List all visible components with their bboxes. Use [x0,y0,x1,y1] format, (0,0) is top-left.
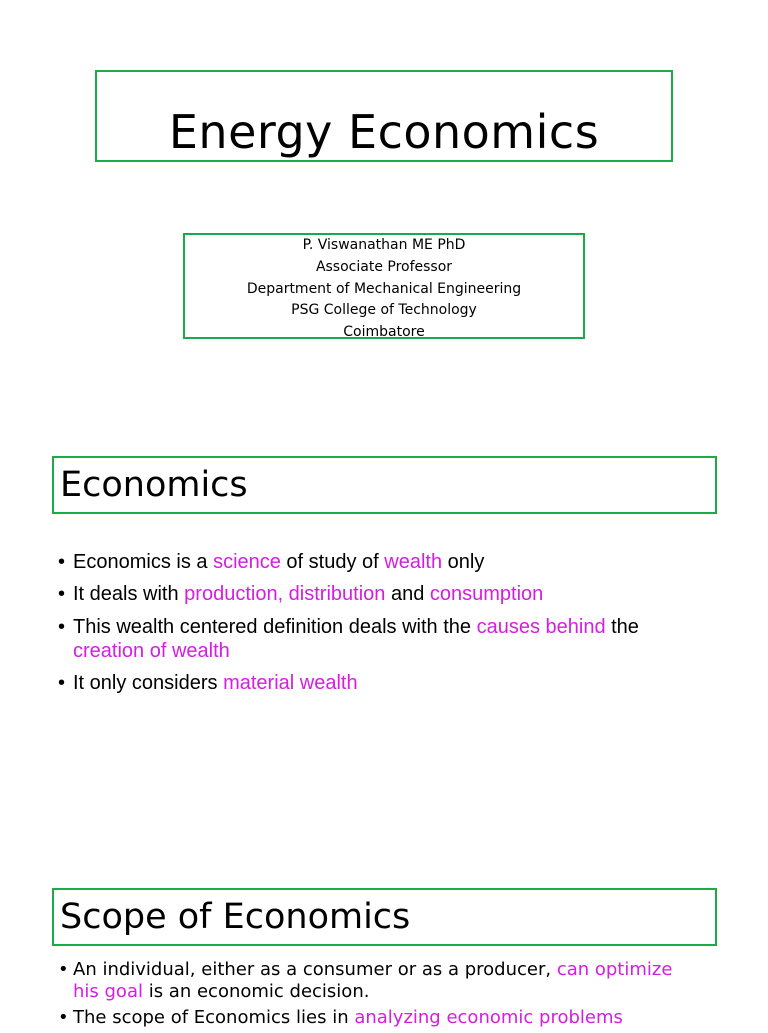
scope-heading: Scope of Economics [60,897,411,937]
highlighted-term: production, distribution [184,583,386,606]
author-institution: PSG College of Technology [291,302,477,319]
list-item [58,1007,698,1029]
highlighted-term: science [213,551,281,573]
bullet-text: of study of [280,551,385,573]
bullet-text: is an economic decision. [142,981,370,1002]
list-item [58,615,698,664]
bullet-text: It deals with [73,583,185,606]
bullet-text: the [605,615,639,638]
bullet-text: An individual, either as a consumer or as a producer, [73,959,557,980]
author-department: Department of Mechanical Engineering [246,280,522,297]
highlighted-term: causes behind [476,615,606,638]
scope-bullet-list [58,959,698,1033]
scope-heading-box [52,888,717,946]
highlighted-term: consumption [429,583,544,606]
bullet-text: It only considers [73,672,224,695]
list-item [58,582,698,607]
bullet-icon: • [58,615,66,638]
economics-heading-box [52,456,717,514]
author-position: Associate Professor [315,258,453,275]
bullet-text: The scope of Economics lies in [73,1007,355,1028]
title-box [95,70,673,162]
bullet-icon: • [58,583,66,606]
list-item [58,550,698,575]
bullet-icon: • [58,551,66,573]
bullet-text: and [385,583,430,606]
bullet-icon: • [58,1007,69,1028]
list-item [58,959,698,1003]
highlighted-term: material wealth [223,672,358,695]
economics-bullet-list [58,550,698,704]
highlighted-term: can optimize his goal [73,959,673,1002]
bullet-text: Economics is a [73,551,214,573]
highlighted-term: creation of wealth [73,640,230,663]
highlighted-term: analyzing economic problems [354,1007,623,1028]
bullet-icon: • [58,672,66,695]
economics-heading: Economics [60,465,248,505]
author-box [183,233,585,339]
page-title: Energy Economics [168,105,600,159]
bullet-text: This wealth centered definition deals with the [73,615,477,638]
author-city: Coimbatore [343,324,425,341]
bullet-icon: • [58,959,69,980]
bullet-text: only [442,551,485,573]
author-name: P. Viswanathan ME PhD [302,237,466,253]
highlighted-term: wealth [384,551,443,573]
list-item [58,671,698,696]
